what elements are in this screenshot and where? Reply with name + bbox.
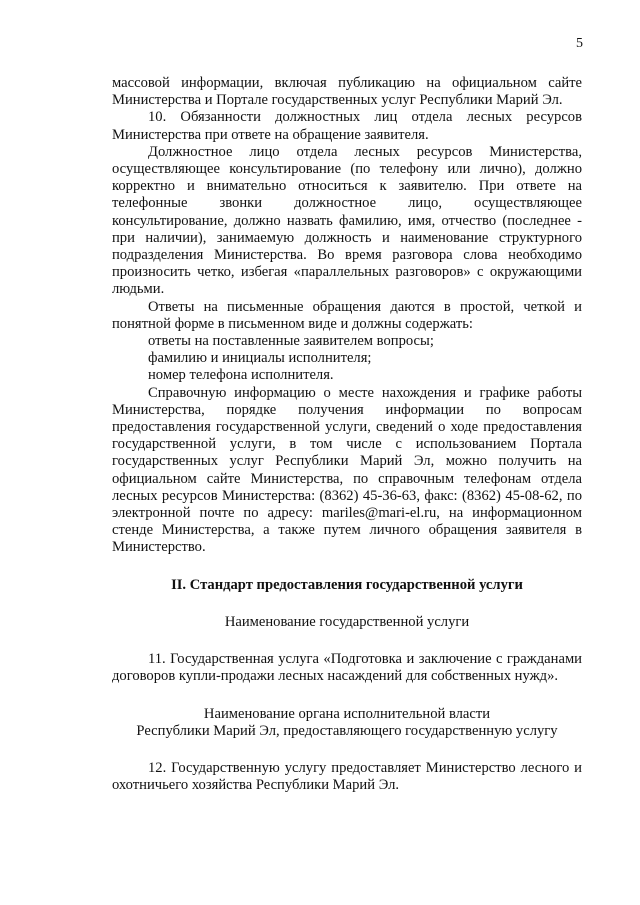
subheading-authority-line-2: Республики Марий Эл, предоставляющего государственную услугу [136, 722, 558, 739]
paragraph-11: 11. Государственная услуга «Подготовка и заключение с гражданами договоров купли-продажи лесных насаждений для собственных нужд». [112, 651, 582, 685]
subheading-authority [112, 706, 582, 740]
list-item: ответы на поставленные заявителем вопросы; [148, 333, 434, 350]
list-item: номер телефона исполнителя. [148, 367, 334, 384]
paragraph-10: 10. Обязанности должностных лиц отдела лесных ресурсов Министерства при ответе на обращение заявителя. [112, 109, 582, 143]
paragraph-12: 12. Государственную услугу предоставляет Министерство лесного и охотничьего хозяйства Республики Марий Эл. [112, 759, 582, 794]
paragraph-written-answers: Ответы на письменные обращения даются в простой, четкой и понятной форме в письменном виде и должны содержать: [112, 298, 582, 332]
list-item: фамилию и инициалы исполнителя; [148, 350, 372, 367]
document-body [112, 75, 582, 794]
section-title: II. Стандарт предоставления государственной услуги [171, 576, 523, 593]
paragraph-consulting: Должностное лицо отдела лесных ресурсов Министерства, осуществляющее консультирование (по телефону или лично), должно корректно и внимательно относиться к заявителю. При ответе на телефонные звонки должностное лицо, осуществляющее консультирование, должно назвать фамилию, имя, отчество (последнее - при наличии), занимаемую должность и наименование структурного подразделения Министерства. Во время разговора слова необходимо произносить четко, избегая «параллельных разговоров» с окружающими людьми. [112, 143, 582, 298]
page-number: 5 [576, 36, 583, 51]
subheading-service-name: Наименование государственной услуги [224, 613, 470, 630]
subheading-authority-line-1: Наименование органа исполнительной власти [203, 705, 491, 722]
paragraph-reference-info: Справочную информацию о месте нахождения и графике работы Министерства, порядке получения информации по вопросам предоставления государственной услуги, сведений о ходе предоставления государственной услуги, в том числе с использованием Портала государственных услуг Республики Марий Эл, можно получить на официальном сайте Министерства, по справочным телефонам отдела лесных ресурсов Министерства: (8362) 45-36-63, факс: (8362) 45-08-62, по электронной почте по адресу: mariles@mari-el.ru, на информационном стенде Министерства, а также путем личного обращения заявителя в Министерство. [112, 384, 582, 556]
paragraph-continuation: массовой информации, включая публикацию на официальном сайте Министерства и Портале государственных услуг Республики Марий Эл. [112, 75, 582, 109]
